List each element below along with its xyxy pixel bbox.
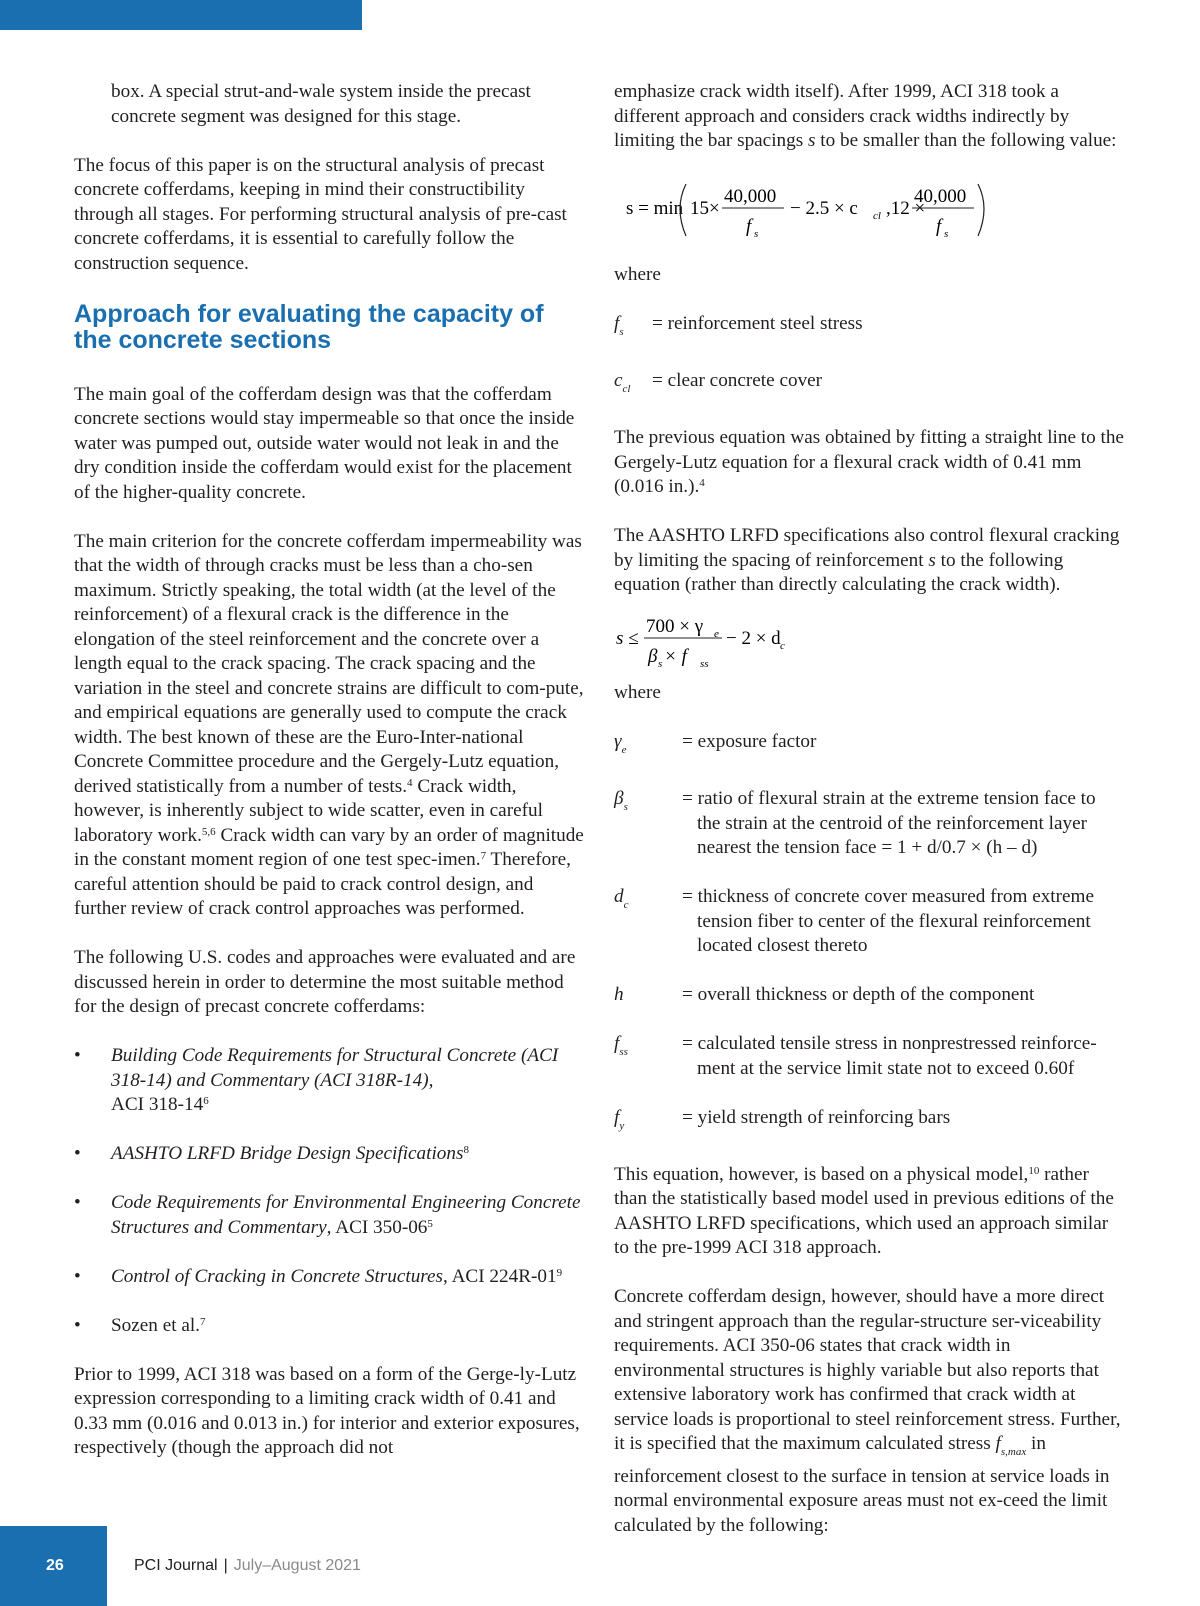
equation-aashto-spacing xyxy=(614,602,1126,674)
list-item: • Sozen et al.$^7$ xyxy=(74,1314,206,1336)
eq1-paren-right xyxy=(978,184,984,236)
definition-h xyxy=(614,983,1126,1008)
list-item: • AASHTO LRFD Bridge Design Specifications$^8$ xyxy=(74,1143,469,1164)
eq1-mid-sub: cl xyxy=(873,209,881,222)
definition-text: = exposure factor xyxy=(682,731,817,752)
eq1-num2: 40,000 xyxy=(914,185,967,207)
definition-text: = reinforcement steel stress xyxy=(652,313,863,334)
eq1-num1: 40,000 xyxy=(724,185,777,207)
eq1-den2: f xyxy=(936,215,942,237)
journal-title: PCI Journal xyxy=(134,1557,218,1574)
definition-dc xyxy=(614,885,1126,959)
eq2-rhs-sub: c xyxy=(780,639,785,652)
definition-text: = overall thickness or depth of the component xyxy=(682,984,1035,1005)
paragraph-physical-model: This equation, however, is based on a physical model,$^{10}$ rather than the statistically based model used in previous editions of the AASHTO LRFD specifications, which used an approach similar to the pre-1999 ACI 318 approach. xyxy=(614,1163,1114,1258)
definition-symbol: $c_{cl}$ xyxy=(614,370,631,395)
paragraph-cofferdam-design: Concrete cofferdam design, however, should have a more direct and stringent approach than the regular-structure ser-viceability requirements. ACI 350-06 states that crack width in environmental structures is highly variable but also reports that extensive laboratory work has confirmed that crack width at service loads is proportional to steel reinforcement stress. Further, it is specified that the maximum calculated stress $f_{s,max}$ in reinforcement closest to the surface in tension at service loads in normal environmental exposure areas must not ex-ceed the limit calculated by the following: xyxy=(614,1286,1121,1536)
eq2-num-sub: e xyxy=(714,627,719,640)
codes-list xyxy=(74,1044,586,1338)
definition-symbol: $\beta_s$ xyxy=(614,788,628,813)
definition-symbol: $f_{ss}$ xyxy=(614,1033,628,1058)
eq1-den1: f xyxy=(746,215,752,237)
equation-aci-spacing xyxy=(614,166,1126,244)
paragraph-aci-approach: emphasize crack width itself). After 1999, ACI 318 took a different approach and considers crack widths indirectly by limiting the bar spacings s to be smaller than the following value: xyxy=(614,81,1117,151)
eq2-den-b: × f xyxy=(664,645,687,667)
definition-fs xyxy=(614,312,1126,345)
definition-symbol: $f_y$ xyxy=(614,1106,625,1132)
eq2-rhs: − 2 × d xyxy=(726,627,781,649)
definition-text: = clear concrete cover xyxy=(652,370,823,391)
definition-fss xyxy=(614,1032,1126,1081)
list-item: • Code Requirements for Environmental Engineering Concrete Structures and Commentary, ACI $350-06^5$ xyxy=(74,1192,581,1238)
eq2-den-a: β xyxy=(648,645,658,667)
definition-symbol: $d_c$ xyxy=(614,886,629,911)
footer-journal xyxy=(134,1557,361,1575)
paragraph-continuation: box. A special strut-and-wale system inside the precast concrete segment was designed for this stage. xyxy=(111,81,531,127)
paragraph-codes-intro: The following U.S. codes and approaches were evaluated and are discussed herein in order to determine the most suitable method for the design of precast concrete cofferdams: xyxy=(74,947,576,1017)
paragraph-fitting: The previous equation was obtained by fitting a straight line to the Gergely-Lutz equation for a flexural crack width of 0.41 mm (0.016 in.).$^4$ xyxy=(614,427,1124,497)
footer-separator: | xyxy=(223,1557,228,1574)
page-number: 26 xyxy=(46,1557,64,1574)
definition-ccl xyxy=(614,369,1126,402)
paragraph-aashto: The AASHTO LRFD specifications also control flexural cracking by limiting the spacing of reinforcement s to the following equation (rather than directly calculating the crack width). xyxy=(614,525,1120,595)
definition-text: = ratio of flexural strain at the extreme tension face to the strain at the centroid of the reinforcement layer nearest the tension face = 1 + d/0.7 × (h – d) xyxy=(682,788,1096,858)
paragraph-focus: The focus of this paper is on the structural analysis of precast concrete cofferdams, keeping in mind their constructibility through all stages. For performing structural analysis of pre-cast concrete cofferdams, it is essential to carefully follow the construction sequence. xyxy=(74,154,567,274)
definition-gamma-e xyxy=(614,730,1126,763)
definition-text: = thickness of concrete cover measured from extreme tension fiber to center of the flexural reinforcement located closest thereto xyxy=(682,886,1094,956)
definition-fy xyxy=(614,1106,1126,1139)
right-column xyxy=(614,80,1126,1563)
definition-symbol: $f_s$ xyxy=(614,313,624,338)
eq1-lhs: s = min xyxy=(626,197,684,219)
eq2-den-b-sub: ss xyxy=(700,657,709,670)
eq1-twelve: ,12 × xyxy=(886,197,926,219)
definition-beta-s xyxy=(614,787,1126,861)
definition-text: = yield strength of reinforcing bars xyxy=(682,1106,951,1128)
eq2-num: 700 × γ xyxy=(646,615,704,637)
eq2-den-a-sub: s xyxy=(658,657,663,670)
eq1-den1-sub: s xyxy=(754,227,759,240)
definition-symbol: $\gamma_e$ xyxy=(614,731,627,756)
paragraph-main-goal: The main goal of the cofferdam design was that the cofferdam concrete sections would stay impermeable so that once the inside water was pumped out, outside water would not leak in and the dry condition inside the cofferdam would exist for the placement of the higher-quality concrete. xyxy=(74,383,575,503)
left-column xyxy=(74,80,586,1485)
paragraph-criterion: The main criterion for the concrete cofferdam impermeability was that the width of through cracks must be less than a cho-sen maximum. Strictly speaking, the total width (at the level of the reinforcement) of a flexural crack is the difference in the elongation of the steel reinforcement and the concrete over a length equal to the crack spacing. The crack spacing and the variation in the steel and concrete strains are difficult to com-pute, and empirical equations are generally used to compute the crack width. The best known of these are the Euro-Inter-national Concrete Committee procedure and the Gergely-Lutz equation, derived statistically from a number of tests.$^4$ Crack width, however, is inherently subject to wide scatter, even in careful laboratory work.$^{5,6}$ Crack width can vary by an order of magnitude in the constant moment region of one test spec-imen.$^7$ Therefore, careful attention should be paid to crack control design, and further review of crack control approaches was performed. xyxy=(74,530,584,919)
eq1-den2-sub: s xyxy=(944,227,949,240)
definition-text: = calculated tensile stress in nonprestressed reinforce- ment at the service limit state not to exceed 0.60f xyxy=(682,1033,1097,1079)
definition-symbol: h xyxy=(614,984,624,1005)
paragraph-prior-1999: Prior to 1999, ACI 318 was based on a form of the Gerge-ly-Lutz expression corresponding to a limiting crack width of 0.41 and 0.33 mm (0.016 and 0.013 in.) for interior and exterior exposures, respectively (though the approach did not xyxy=(74,1363,580,1458)
eq1-mid: − 2.5 × c xyxy=(790,197,858,219)
eq2-lhs: s ≤ xyxy=(616,627,639,649)
section-heading: Approach for evaluating the capacity of the concrete sections xyxy=(74,299,544,354)
issue-date: July–August 2021 xyxy=(233,1557,361,1574)
list-item: • Building Code Requirements for Structural Concrete (ACI 318-14) and Commentary (ACI 318R-14), ACI $318-14^6$ xyxy=(74,1045,559,1115)
eq1-fifteen: 15× xyxy=(690,197,720,219)
where-label-1: where xyxy=(614,264,661,285)
list-item: • Control of Cracking in Concrete Structures, ACI $224R-01^9$ xyxy=(74,1265,563,1287)
where-label-2: where xyxy=(614,682,661,703)
top-accent-bar xyxy=(0,0,362,30)
